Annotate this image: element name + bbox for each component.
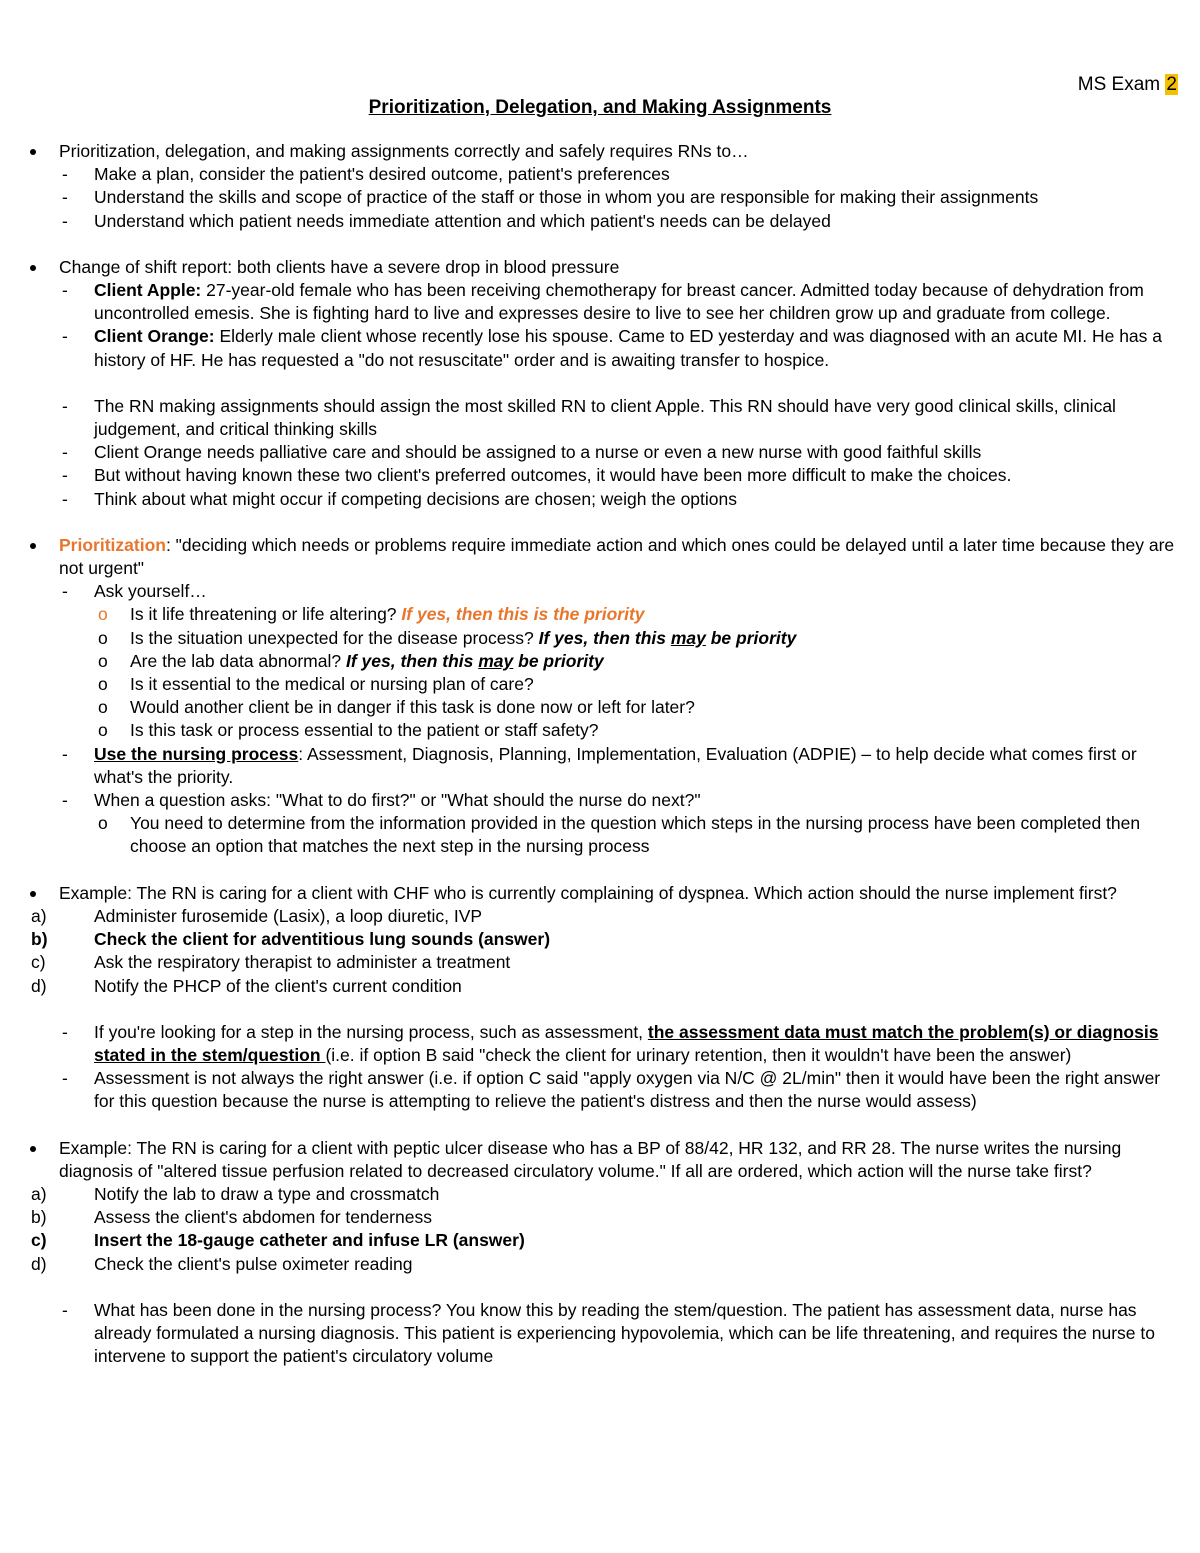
- dash-marker: -: [62, 1021, 68, 1042]
- question-answer: be priority: [513, 650, 604, 671]
- answer-option-correct: [28, 1229, 1178, 1252]
- option-letter: a): [31, 905, 47, 926]
- sub-item: [28, 673, 1178, 696]
- dash-text: What has been done in the nursing process? You know this by reading the stem/question. The patient has assessment data, nurse has already formulated a nursing diagnosis. This patient is experiencing hypovolemia, which can be life threatening, and requires the nurse to intervene to support the patient's circulatory volume: [94, 1299, 1155, 1367]
- nursing-process-label: Use the nursing process: [94, 743, 299, 764]
- dash-text: Think about what might occur if competing decisions are chosen; weigh the options: [94, 488, 737, 509]
- dash-marker: -: [62, 210, 68, 231]
- dash-item: [28, 789, 1178, 812]
- dash-text: The RN making assignments should assign the most skilled RN to client Apple. This RN should have very good clinical skills, clinical judgement, and critical thinking skills: [94, 395, 1116, 440]
- dash-text: Assessment is not always the right answer (i.e. if option C said "apply oxygen via N/C @ 2L/min" then it would have been the right answer for this question because the nurse is attempting to relieve the patient's distress and then the nurse would assess): [94, 1068, 1161, 1112]
- dash-text: Client Orange needs palliative care and should be assigned to a nurse or even a new nurse with good faithful skills: [94, 442, 982, 463]
- dash-text: Understand which patient needs immediate attention and which patient's needs can be delayed: [94, 210, 831, 231]
- bullet-dot: [30, 1146, 36, 1152]
- answer-option-correct: [28, 928, 1178, 951]
- question-answer-may: may: [478, 650, 514, 671]
- answer-option: [28, 905, 1178, 928]
- option-letter: d): [31, 1253, 47, 1274]
- bullet-text: Example: The RN is caring for a client with peptic ulcer disease who has a BP of 88/42, HR 132, and RR 28. The nurse writes the nursing diagnosis of "altered tissue perfusion related to decreased circulatory volume." If all are ordered, which action will the nurse take first?: [59, 1137, 1122, 1181]
- dash-text: Ask yourself…: [94, 581, 207, 602]
- question-text: Is it life threatening or life altering?: [130, 604, 402, 625]
- sub-marker: o: [98, 813, 108, 834]
- bullet-text: Change of shift report: both clients have a severe drop in blood pressure: [59, 256, 620, 277]
- bullet-prioritization: [28, 534, 1178, 580]
- dash-item: [28, 488, 1178, 511]
- option-text: Ask the respiratory therapist to administer a treatment: [94, 952, 511, 973]
- dash-item: [28, 210, 1178, 233]
- emphasis-text: the assessment data must match the problem(s) or diagnosis stated in the stem/question: [94, 1021, 1159, 1065]
- dash-marker: -: [62, 164, 68, 185]
- bullet-example-pud: [28, 1137, 1178, 1183]
- sub-item: [28, 603, 1178, 626]
- question-text: Is the situation unexpected for the disease process?: [130, 627, 539, 648]
- dash-text: Understand the skills and scope of practice of the staff or those in whom you are responsible for making their assignments: [94, 187, 1039, 208]
- dash-marker: -: [62, 326, 68, 347]
- dash-marker: -: [62, 743, 68, 764]
- prioritization-term: Prioritization: [59, 534, 166, 555]
- option-text: Notify the lab to draw a type and crossmatch: [94, 1183, 440, 1204]
- bullet-dot: [30, 149, 36, 155]
- exam-label: MS Exam: [1077, 74, 1161, 95]
- sub-marker: o: [98, 674, 108, 695]
- dash-item: [28, 464, 1178, 487]
- nursing-process-text: : Assessment, Diagnosis, Planning, Implementation, Evaluation (ADPIE) – to help decide what comes first or what's the priority.: [94, 743, 1137, 787]
- exam-header: [1078, 74, 1178, 96]
- client-orange-label: Client Orange:: [94, 326, 215, 347]
- option-letter: c): [31, 952, 46, 973]
- dash-item: [28, 395, 1178, 441]
- sub-text: You need to determine from the information provided in the question which steps in the nursing process have been completed then choose an option that matches the next step in the nursing process: [130, 813, 1141, 857]
- answer-option: [28, 1253, 1178, 1276]
- sub-marker: o: [98, 604, 108, 625]
- bullet-dot: [30, 265, 36, 271]
- dash-item: [28, 186, 1178, 209]
- sub-item: [28, 719, 1178, 742]
- question-text: Are the lab data abnormal?: [130, 650, 346, 671]
- question-answer: If yes, then this: [345, 650, 479, 671]
- exam-number: 2: [1166, 74, 1177, 95]
- client-orange: [28, 325, 1178, 371]
- dash-item: [28, 441, 1178, 464]
- dash-marker: -: [62, 395, 68, 416]
- sub-item: [28, 627, 1178, 650]
- question-answer: If yes, then this: [538, 627, 671, 648]
- bullet-text: Example: The RN is caring for a client with CHF who is currently complaining of dyspnea. Which action should the nurse implement first?: [59, 882, 1117, 903]
- sub-item: [28, 696, 1178, 719]
- bullet-shift-report: [28, 256, 1178, 279]
- dash-marker: -: [62, 1068, 68, 1089]
- dash-item: [28, 163, 1178, 186]
- question-answer: be priority: [705, 627, 797, 648]
- client-apple-label: Client Apple:: [94, 280, 202, 301]
- dash-marker: -: [62, 790, 68, 811]
- client-apple: [28, 279, 1178, 325]
- bullet-dot: [30, 891, 36, 897]
- answer-option: [28, 951, 1178, 974]
- bullet-intro: [28, 140, 1178, 163]
- dash-text: If you're looking for a step in the nursing process, such as assessment,: [94, 1021, 648, 1042]
- answer-option: [28, 1206, 1178, 1229]
- sub-marker: o: [98, 697, 108, 718]
- sub-item: [28, 812, 1178, 858]
- dash-marker: -: [62, 187, 68, 208]
- option-letter: d): [31, 975, 47, 996]
- question-answer-may: may: [670, 627, 706, 648]
- bullet-dot: [30, 543, 36, 549]
- option-text: Notify the PHCP of the client's current condition: [94, 975, 462, 996]
- option-text: Administer furosemide (Lasix), a loop diuretic, IVP: [94, 905, 483, 926]
- sub-marker: o: [98, 650, 108, 671]
- client-orange-text: Elderly male client whose recently lose his spouse. Came to ED yesterday and was diagnosed with an acute MI. He has a history of HF. He has requested a "do not resuscitate" order and is awaiting transfer to hospice.: [94, 326, 1163, 370]
- dash-text: (i.e. if option B said "check the client for urinary retention, then it wouldn't have been the answer): [325, 1044, 1072, 1065]
- dash-item: [28, 743, 1178, 789]
- option-letter: a): [31, 1183, 47, 1204]
- dash-marker: -: [62, 1299, 68, 1320]
- bullet-example-chf: [28, 882, 1178, 905]
- question-text: Is this task or process essential to the patient or staff safety?: [130, 720, 599, 741]
- dash-marker: -: [62, 442, 68, 463]
- option-text: Check the client's pulse oximeter reading: [94, 1253, 413, 1274]
- dash-text: When a question asks: "What to do first?" or "What should the nurse do next?": [94, 790, 701, 811]
- option-letter: b): [31, 1207, 47, 1228]
- option-text: Insert the 18-gauge catheter and infuse LR (answer): [94, 1230, 525, 1251]
- question-text: Is it essential to the medical or nursing plan of care?: [130, 674, 534, 695]
- document-body: [28, 140, 1178, 1368]
- option-letter: c): [31, 1230, 47, 1251]
- answer-option: [28, 975, 1178, 998]
- prioritization-definition: : "deciding which needs or problems require immediate action and which ones could be delayed until a later time because they are not urgent": [59, 534, 1175, 579]
- page-title: Prioritization, Delegation, and Making Assignments: [368, 97, 832, 118]
- option-text: Assess the client's abdomen for tenderness: [94, 1207, 432, 1228]
- client-apple-text: 27-year-old female who has been receiving chemotherapy for breast cancer. Admitted today because of dehydration from uncontrolled emesis. She is fighting hard to live and expresses desire to live to see her children grow up and graduate from college.: [94, 280, 1144, 324]
- dash-text: But without having known these two client's preferred outcomes, it would have been more difficult to make the choices.: [94, 465, 1012, 486]
- dash-marker: -: [62, 465, 68, 486]
- sub-marker: o: [98, 627, 108, 648]
- option-letter: b): [31, 929, 48, 950]
- bullet-text: Prioritization, delegation, and making assignments correctly and safely requires RNs to…: [59, 141, 749, 161]
- dash-item: [28, 1021, 1178, 1067]
- dash-marker: -: [62, 581, 68, 602]
- answer-option: [28, 1183, 1178, 1206]
- dash-text: Make a plan, consider the patient's desired outcome, patient's preferences: [94, 164, 670, 185]
- dash-item: [28, 580, 1178, 603]
- dash-item: [28, 1299, 1178, 1369]
- dash-marker: -: [62, 488, 68, 509]
- dash-marker: -: [62, 280, 68, 301]
- option-text: Check the client for adventitious lung sounds (answer): [94, 929, 551, 950]
- question-text: Would another client be in danger if this task is done now or left for later?: [130, 697, 695, 718]
- dash-item: [28, 1067, 1178, 1113]
- sub-marker: o: [98, 720, 108, 741]
- sub-item: [28, 650, 1178, 673]
- question-answer: If yes, then this is the priority: [401, 604, 645, 625]
